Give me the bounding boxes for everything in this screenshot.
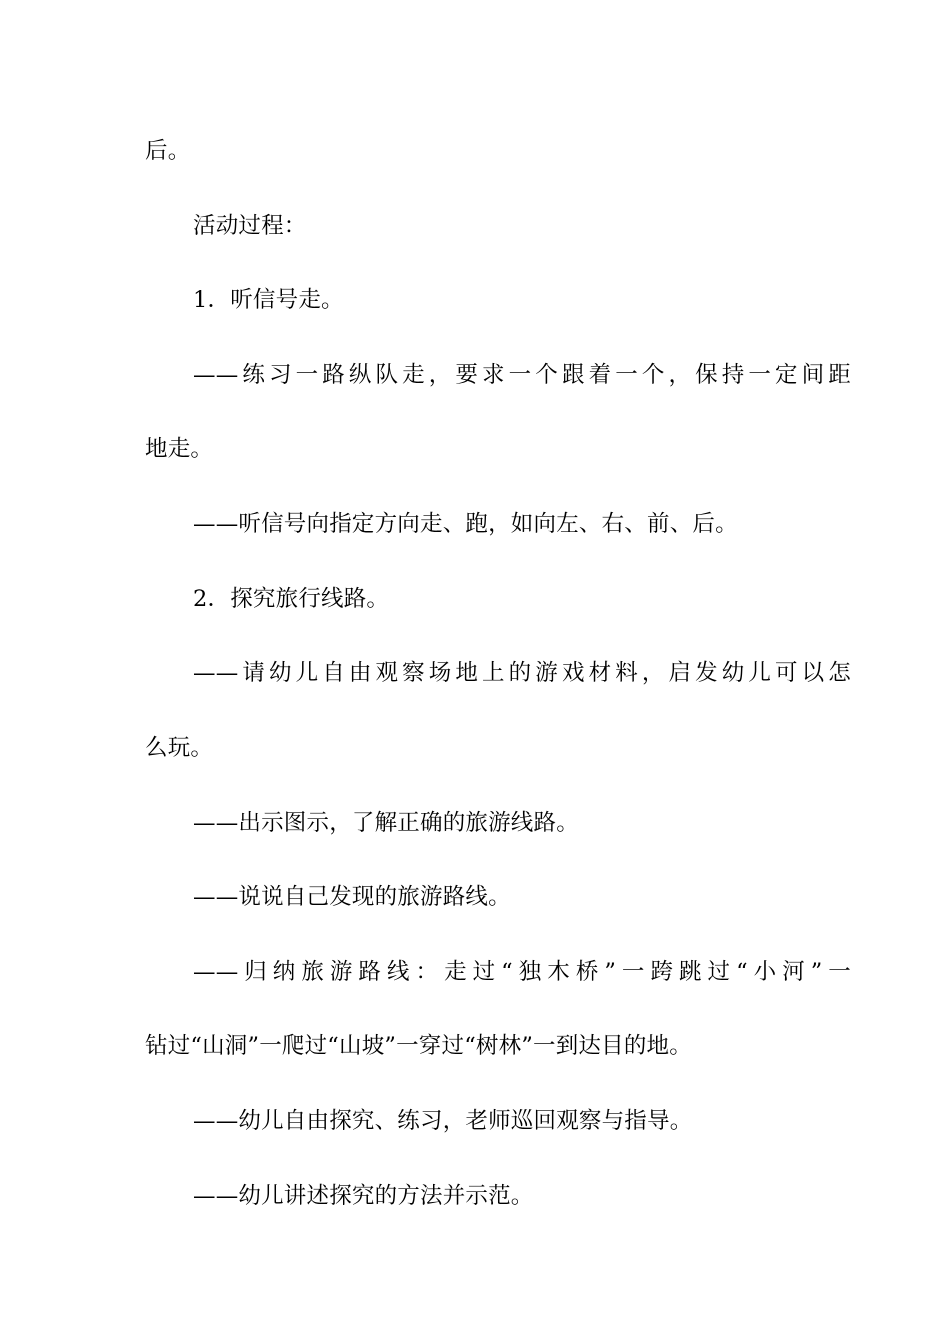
paragraph-continuation: 后。 bbox=[145, 138, 191, 164]
step-2-heading: 2．探究旅行线路。 bbox=[193, 586, 390, 612]
step-1-item-2: ——听信号向指定方向走、跑，如向左、右、前、后。 bbox=[193, 511, 738, 537]
step-2-item-1-line-1: ——请幼儿自由观察场地上的游戏材料，启发幼儿可以怎 bbox=[193, 660, 851, 686]
step-2-item-3: ——说说自己发现的旅游路线。 bbox=[193, 884, 511, 910]
section-heading-activity-process: 活动过程： bbox=[193, 213, 307, 239]
step-2-item-6: ——幼儿讲述探究的方法并示范。 bbox=[193, 1183, 534, 1209]
step-1-item-1-line-2: 地走。 bbox=[145, 436, 214, 462]
step-1-item-1-line-1: ——练习一路纵队走，要求一个跟着一个，保持一定间距 bbox=[193, 362, 851, 388]
step-2-item-2: ——出示图示，了解正确的旅游线路。 bbox=[193, 810, 579, 836]
step-1-heading: 1．听信号走。 bbox=[193, 287, 344, 313]
step-2-item-4-line-2: 钻过“山洞”一爬过“山坡”一穿过“树林”一到达目的地。 bbox=[145, 1033, 692, 1059]
step-2-item-4-line-1: ——归纳旅游路线：走过“独木桥”一跨跳过“小河”一 bbox=[193, 959, 851, 985]
step-2-item-5: ——幼儿自由探究、练习，老师巡回观察与指导。 bbox=[193, 1108, 693, 1134]
step-2-item-1-line-2: 么玩。 bbox=[145, 735, 214, 761]
